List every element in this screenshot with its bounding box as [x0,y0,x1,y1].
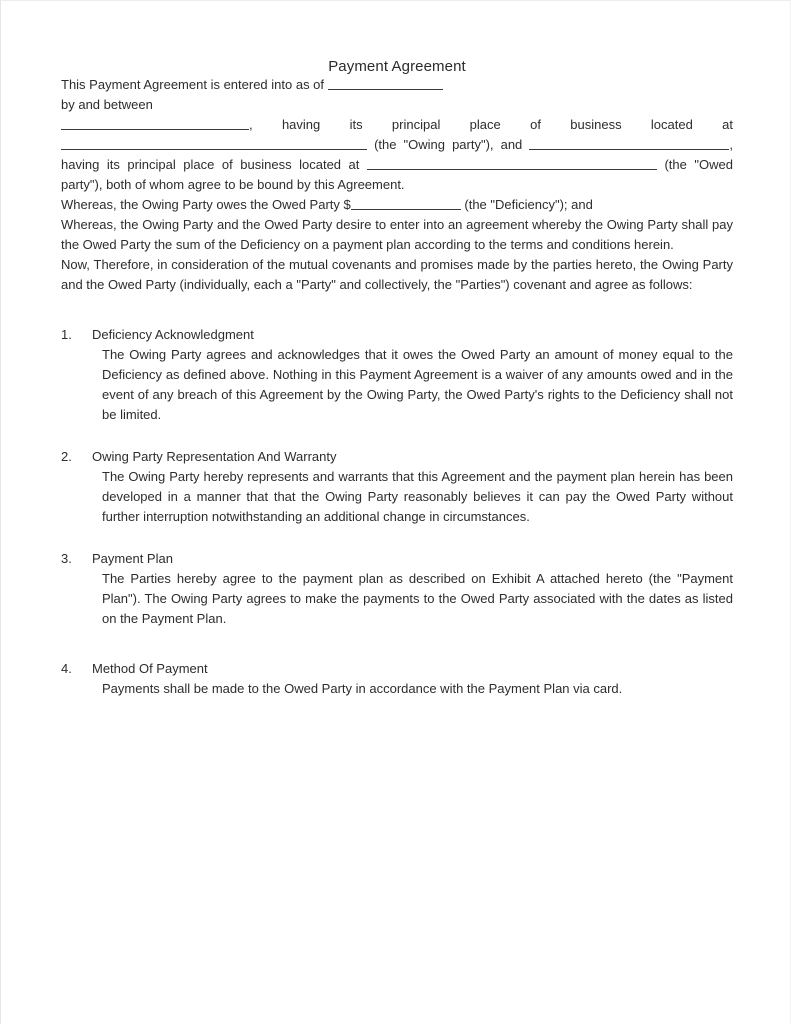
clause-item [61,325,733,425]
between-label: by and between [61,97,153,112]
now-therefore-paragraph: Now, Therefore, in consideration of the mutual covenants and promises made by the parties hereto, the Owing Party and the Owed Party (individually, each a "Party" and collectively, the "Parties") covenant and agree as follows: [61,257,733,292]
clause-body: The Parties hereby agree to the payment plan as described on Exhibit A attached hereto (the "Payment Plan"). The Owing Party agrees to make the payments to the Owed Party associated with the dates as listed on the Payment Plan. [102,571,733,626]
parties-paragraph [61,115,733,195]
clause-number: 2. [61,449,72,464]
clause-title: Payment Plan [92,551,173,566]
clause-heading [61,659,733,679]
whereas-second-paragraph: Whereas, the Owing Party and the Owed Party desire to enter into an agreement whereby the Owing Party shall pay the Owed Party the sum of the Deficiency on a payment plan according to the terms and conditions herein. [61,217,733,252]
date-blank-field[interactable] [328,77,443,90]
clause-title: Method Of Payment [92,661,208,676]
clause-body: Payments shall be made to the Owed Party in accordance with the Payment Plan via card. [102,681,623,696]
clause-item [61,447,733,527]
clause-list [61,325,733,699]
document-body [61,1,733,721]
clause-item [61,549,733,629]
owing-party-name-blank[interactable] [61,117,249,130]
clause-body: The Owing Party hereby represents and warrants that this Agreement and the payment plan herein has been developed in a manner that that the Owing Party reasonably believes it can pay the Owed Party without further interruption notwithstanding an additional change in circumstances. [102,469,733,524]
clause-item [61,659,733,699]
parties-segment-3: , having its principal place of business located at [61,137,733,172]
clause-title: Owing Party Representation And Warranty [92,449,337,464]
page-title: Payment Agreement [328,58,466,75]
intro-text: This Payment Agreement is entered into as of [61,77,325,92]
deficiency-text-before: Whereas, the Owing Party owes the Owed Party $ [61,197,351,212]
clause-heading [61,447,733,467]
clause-number: 1. [61,327,72,342]
clause-body: The Owing Party agrees and acknowledges that it owes the Owed Party an amount of money equal to the Deficiency as defined above. Nothing in this Payment Agreement is a waiver of any amounts owed and in the event of any breach of this Agreement by the Owing Party, the Owed Party's rights to the Deficiency shall not be limited. [102,347,733,422]
clause-number: 4. [61,661,72,676]
clause-heading [61,325,733,345]
deficiency-paragraph [61,195,733,215]
deficiency-amount-blank[interactable] [351,197,461,210]
clause-number: 3. [61,551,72,566]
parties-segment-4: (the "Owed party"), both of whom agree to be bound by this Agreement. [61,157,733,192]
parties-segment-1: , having its principal place of business located at [249,117,733,132]
parties-segment-2: (the "Owing party"), and [374,137,523,152]
owing-party-address-blank[interactable] [61,137,367,150]
intro-paragraph [61,75,733,95]
owed-party-address-blank[interactable] [367,157,657,170]
deficiency-text-after: (the "Deficiency"); and [464,197,593,212]
clause-heading [61,549,733,569]
clause-title: Deficiency Acknowledgment [92,327,254,342]
owed-party-name-blank[interactable] [529,137,729,150]
